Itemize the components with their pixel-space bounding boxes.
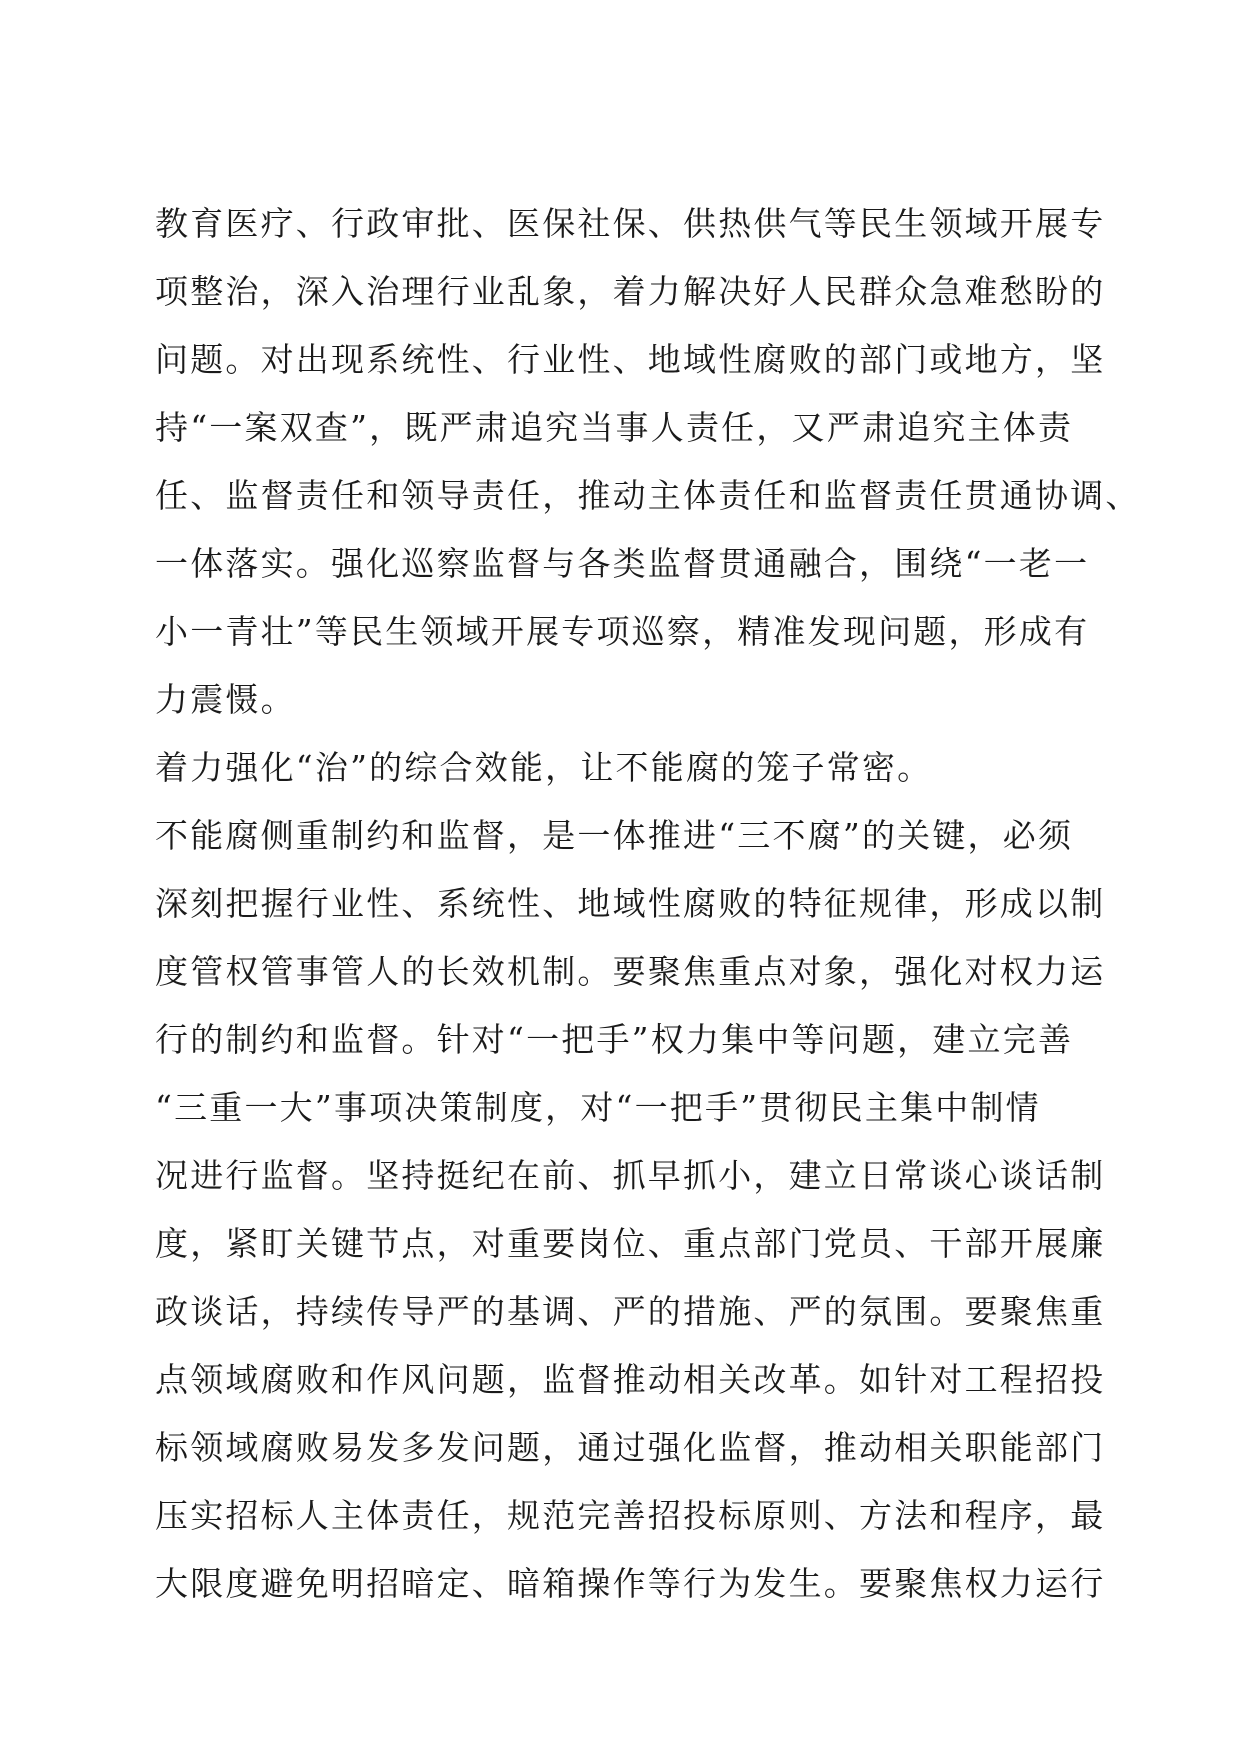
text-line: 行的制约和监督。针对“一把手”权力集中等问题，建立完善 bbox=[155, 1020, 1074, 1059]
text-line: 政谈话，持续传导严的基调、严的措施、严的氛围。要聚焦重 bbox=[155, 1292, 1106, 1331]
text-line: 小一青壮”等民生领域开展专项巡察，精准发现问题，形成有 bbox=[155, 612, 1090, 651]
text-line: 问题。对出现系统性、行业性、地域性腐败的部门或地方，坚 bbox=[155, 340, 1106, 379]
section-heading: 着力强化“治”的综合效能，让不能腐的笼子常密。 bbox=[155, 748, 933, 787]
text-line: 力震慑。 bbox=[155, 680, 296, 719]
text-line: 持“一案双查”，既严肃追究当事人责任，又严肃追究主体责 bbox=[155, 408, 1074, 447]
text-line: 压实招标人主体责任，规范完善招投标原则、方法和程序，最 bbox=[155, 1496, 1106, 1535]
text-line: 度，紧盯关键节点，对重要岗位、重点部门党员、干部开展廉 bbox=[155, 1224, 1106, 1263]
text-line: 教育医疗、行政审批、医保社保、供热供气等民生领域开展专 bbox=[155, 204, 1106, 243]
text-line: 大限度避免明招暗定、暗箱操作等行为发生。要聚焦权力运行 bbox=[155, 1564, 1106, 1603]
text-line: 点领域腐败和作风问题，监督推动相关改革。如针对工程招投 bbox=[155, 1360, 1106, 1399]
text-line: 深刻把握行业性、系统性、地域性腐败的特征规律，形成以制 bbox=[155, 884, 1106, 923]
text-line: 任、监督责任和领导责任，推动主体责任和监督责任贯通协调、 bbox=[155, 476, 1141, 515]
text-line: 标领域腐败易发多发问题，通过强化监督，推动相关职能部门 bbox=[155, 1428, 1106, 1467]
body-text bbox=[155, 190, 1141, 1618]
text-line: 一体落实。强化巡察监督与各类监督贯通融合，围绕“一老一 bbox=[155, 544, 1090, 583]
text-line: 况进行监督。坚持挺纪在前、抓早抓小，建立日常谈心谈话制 bbox=[155, 1156, 1106, 1195]
text-line: “三重一大”事项决策制度，对“一把手”贯彻民主集中制情 bbox=[155, 1088, 1041, 1127]
text-line: 项整治，深入治理行业乱象，着力解决好人民群众急难愁盼的 bbox=[155, 272, 1106, 311]
text-line: 不能腐侧重制约和监督，是一体推进“三不腐”的关键，必须 bbox=[155, 816, 1074, 855]
text-line: 度管权管事管人的长效机制。要聚焦重点对象，强化对权力运 bbox=[155, 952, 1106, 991]
